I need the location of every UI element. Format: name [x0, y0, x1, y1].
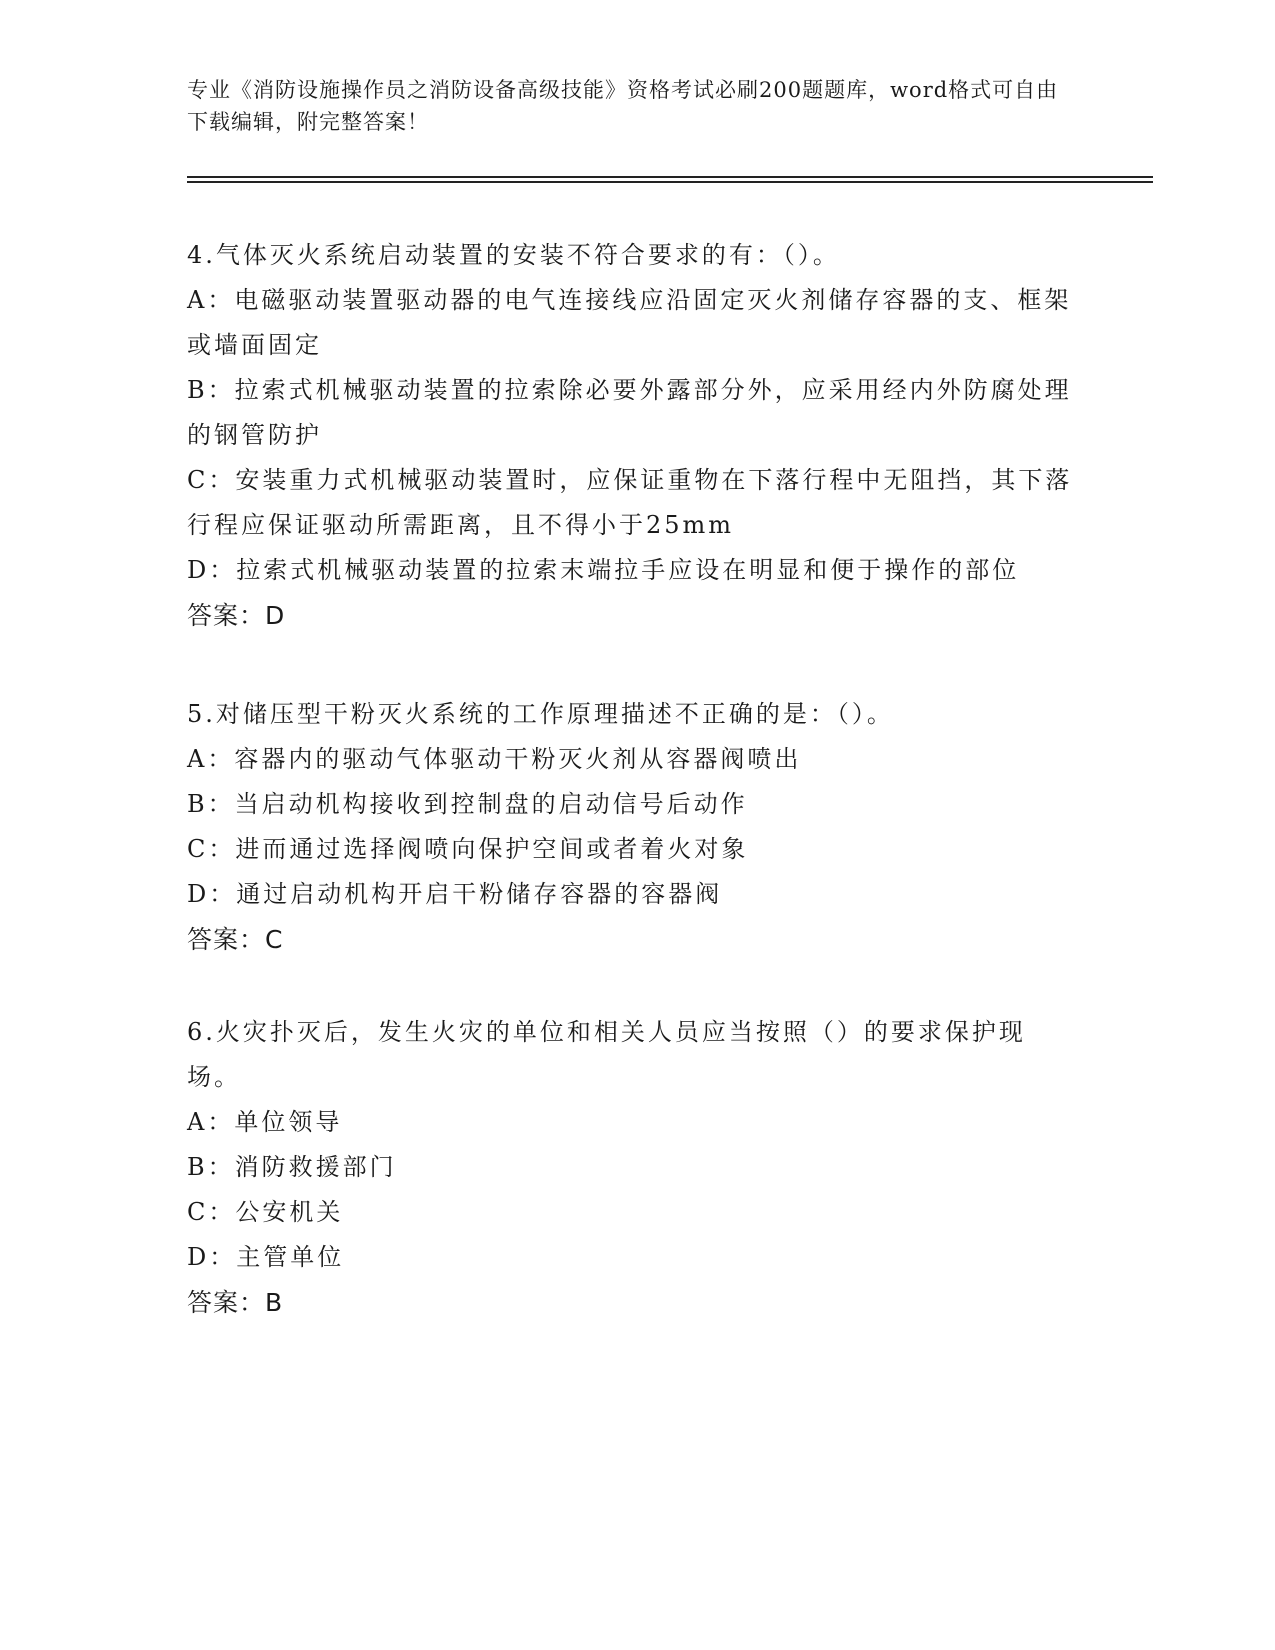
option-c: C：进而通过选择阀喷向保护空间或者着火对象 — [187, 835, 749, 863]
question-4 — [187, 233, 1077, 638]
option-b: B：拉索式机械驱动装置的拉索除必要外露部分外，应采用经内外防腐处理的钢管防护 — [187, 376, 1072, 449]
option-c: C：公安机关 — [187, 1198, 344, 1226]
question-6 — [187, 1010, 1077, 1325]
option-a: A：容器内的驱动气体驱动干粉灭火剂从容器阀喷出 — [187, 745, 802, 773]
question-5 — [187, 692, 1077, 962]
option-d: D：主管单位 — [187, 1243, 345, 1271]
option-d: D：拉索式机械驱动装置的拉索末端拉手应设在明显和便于操作的部位 — [187, 556, 1020, 584]
option-a: A：单位领导 — [187, 1108, 343, 1136]
document-header-text: 专业《消防设施操作员之消防设备高级技能》资格考试必刷200题题库，word格式可自由下载编辑，附完整答案！ — [187, 78, 1059, 134]
option-b: B：消防救援部门 — [187, 1153, 397, 1181]
question-stem: 6.火灾扑灭后，发生火灾的单位和相关人员应当按照（）的要求保护现场。 — [187, 1018, 1026, 1091]
option-c: C：安装重力式机械驱动装置时，应保证重物在下落行程中无阻挡，其下落行程应保证驱动所需距离，且不得小于25mm — [187, 466, 1073, 539]
answer-line: 答案：C — [187, 925, 284, 954]
option-b: B：当启动机构接收到控制盘的启动信号后动作 — [187, 790, 748, 818]
header-rule-top — [187, 176, 1153, 178]
option-d: D：通过启动机构开启干粉储存容器的容器阀 — [187, 880, 723, 908]
answer-line: 答案：B — [187, 1288, 284, 1317]
option-a: A：电磁驱动装置驱动器的电气连接线应沿固定灭火剂储存容器的支、框架或墙面固定 — [187, 286, 1072, 359]
answer-line: 答案：D — [187, 601, 286, 630]
header-rule-bottom — [187, 181, 1153, 183]
question-stem: 4.气体灭火系统启动装置的安装不符合要求的有：（）。 — [187, 241, 840, 269]
question-stem: 5.对储压型干粉灭火系统的工作原理描述不正确的是：（）。 — [187, 700, 894, 728]
